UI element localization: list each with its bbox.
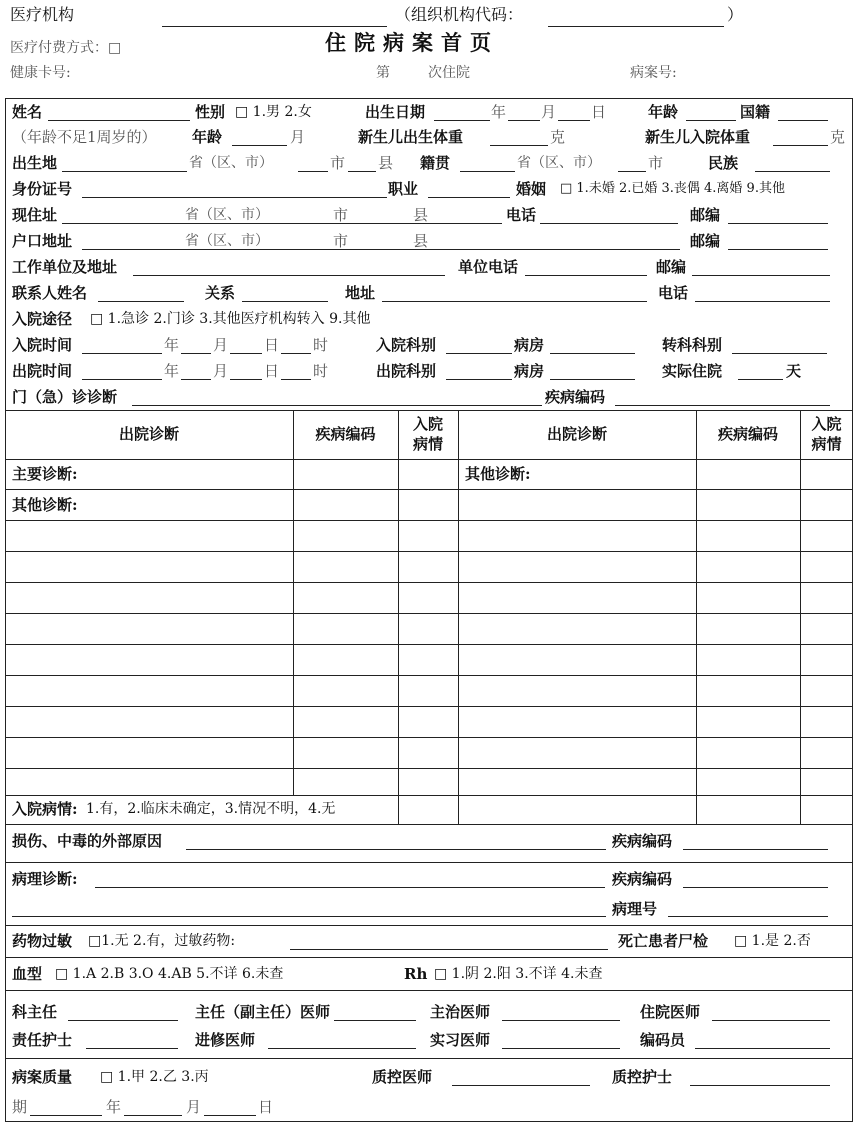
admit-time-label: 入院时间 xyxy=(12,336,73,354)
birthplace-label: 出生地 xyxy=(12,154,58,172)
intern-label: 实习医师 xyxy=(430,1031,491,1049)
coder-label: 编码员 xyxy=(640,1031,686,1049)
record-no-label: 病案号: xyxy=(630,65,677,81)
org-code-field[interactable] xyxy=(548,26,724,27)
actual-days-label: 实际住院 xyxy=(662,362,723,380)
col-cond-header: 病情 xyxy=(412,435,443,453)
resident-label: 住院医师 xyxy=(640,1003,701,1021)
institution-label: 医疗机构 xyxy=(10,5,75,24)
payment-label[interactable]: 医疗付费方式：□ xyxy=(10,40,122,56)
org-code-close: ） xyxy=(727,5,744,24)
phone2-label: 电话 xyxy=(658,284,689,302)
allergy-options[interactable]: □1.无 2.有，过敏药物: xyxy=(88,933,236,949)
work-phone-label: 单位电话 xyxy=(458,258,519,276)
other-dx-r-label: 其他诊断: xyxy=(465,465,531,483)
contact-name-label: 联系人姓名 xyxy=(12,284,88,302)
autopsy-label: 死亡患者尸检 xyxy=(618,932,709,950)
transfer-dept-label: 转科科别 xyxy=(662,336,723,354)
work-addr-label: 工作单位及地址 xyxy=(12,258,118,276)
quality-label: 病案质量 xyxy=(12,1068,73,1086)
rh-label: Rh xyxy=(404,965,428,983)
chief-doctor-label: 主任（副主任）医师 xyxy=(195,1003,331,1021)
native-label: 籍贯 xyxy=(420,154,451,172)
qc-doctor-label: 质控医师 xyxy=(372,1068,433,1086)
route-label: 入院途径 xyxy=(12,310,73,328)
nationality-label: 国籍 xyxy=(740,103,771,121)
code2-label: 疾病编码 xyxy=(612,870,673,888)
dept-director-label: 科主任 xyxy=(12,1003,58,1021)
col-code-header: 疾病编码 xyxy=(315,425,376,443)
admit-dept-label: 入院科别 xyxy=(376,336,437,354)
disease-code-label: 疾病编码 xyxy=(545,388,606,406)
col-dx-r-header: 出院诊断 xyxy=(546,425,607,443)
col-sep-mid xyxy=(458,410,459,824)
institution-field[interactable] xyxy=(162,26,387,27)
condition-options: 1.有，2.临床未确定，3.情况不明，4.无 xyxy=(86,801,336,817)
col-cond-r-header: 病情 xyxy=(811,435,842,453)
outpatient-dx-label: 门（急）诊诊断 xyxy=(12,388,118,406)
phone-label: 电话 xyxy=(506,206,537,224)
discharge-dept-label: 出院科别 xyxy=(376,362,437,380)
quality-options[interactable]: □ 1.甲 2.乙 3.丙 xyxy=(100,1069,209,1085)
discharge-time-label: 出院时间 xyxy=(12,362,73,380)
postcode3-label: 邮编 xyxy=(656,258,687,276)
birth-weight-label: 新生儿出生体重 xyxy=(358,128,464,146)
org-code-open: （组织机构代码： xyxy=(395,5,524,24)
address-label: 地址 xyxy=(345,284,376,302)
box-top-line xyxy=(5,98,853,99)
qc-nurse-label: 质控护士 xyxy=(612,1068,673,1086)
marriage-options[interactable]: □ 1.未婚 2.已婚 3.丧偶 4.离婚 9.其他 xyxy=(560,181,785,196)
col-sep-cond-r xyxy=(800,410,801,824)
nurse-label: 责任护士 xyxy=(12,1031,73,1049)
table-top-line xyxy=(5,410,853,411)
page-title: 住院病案首页 xyxy=(325,30,499,55)
blood-options[interactable]: □ 1.A 2.B 3.O 4.AB 5.不详 6.未查 xyxy=(55,966,284,982)
occupation-label: 职业 xyxy=(388,180,419,198)
marriage-label: 婚姻 xyxy=(516,180,547,198)
col-code-r-header: 疾病编码 xyxy=(717,425,778,443)
other-dx-label: 其他诊断: xyxy=(12,496,78,514)
condition-label: 入院病情: xyxy=(12,800,78,818)
pathology-label: 病理诊断: xyxy=(12,870,78,888)
gender-options[interactable]: □ 1.男 2.女 xyxy=(235,104,312,120)
postcode2-label: 邮编 xyxy=(690,232,721,250)
visit-suffix: 次住院 xyxy=(428,65,470,81)
health-card-label: 健康卡号: xyxy=(10,65,71,81)
gender-label: 性别 xyxy=(195,103,226,121)
date-prefix: 期 xyxy=(12,1098,28,1116)
birth-label: 出生日期 xyxy=(365,103,426,121)
col-sep-cond xyxy=(398,410,399,824)
attending-label: 主治医师 xyxy=(430,1003,491,1021)
allergy-label: 药物过敏 xyxy=(12,932,73,950)
relation-label: 关系 xyxy=(205,284,236,302)
col-sep-code-r xyxy=(696,410,697,824)
route-options[interactable]: □ 1.急诊 2.门诊 3.其他医疗机构转入 9.其他 xyxy=(90,311,371,327)
path-no-label: 病理号 xyxy=(612,900,658,918)
col-sep-code xyxy=(293,410,294,795)
trainee-label: 进修医师 xyxy=(195,1031,256,1049)
autopsy-options[interactable]: □ 1.是 2.否 xyxy=(734,933,811,949)
infant-note: （年龄不足1周岁的） xyxy=(12,128,157,146)
code1-label: 疾病编码 xyxy=(612,832,673,850)
age-label: 年龄 xyxy=(648,103,679,121)
main-dx-label: 主要诊断: xyxy=(12,465,78,483)
table-header-line xyxy=(5,459,853,460)
current-addr-label: 现住址 xyxy=(12,206,58,224)
admit-weight-label: 新生儿入院体重 xyxy=(645,128,751,146)
blood-label: 血型 xyxy=(12,965,43,983)
hukou-label: 户口地址 xyxy=(12,232,73,250)
postcode-label: 邮编 xyxy=(690,206,721,224)
rh-options[interactable]: □ 1.阴 2.阳 3.不详 4.未查 xyxy=(434,966,603,982)
name-label: 姓名 xyxy=(12,103,43,121)
visit-prefix: 第 xyxy=(376,65,390,81)
col-dx-header: 出院诊断 xyxy=(118,425,179,443)
name-field[interactable] xyxy=(48,120,190,121)
id-label: 身份证号 xyxy=(12,180,73,198)
ethnicity-label: 民族 xyxy=(708,154,739,172)
injury-label: 损伤、中毒的外部原因 xyxy=(12,832,163,850)
